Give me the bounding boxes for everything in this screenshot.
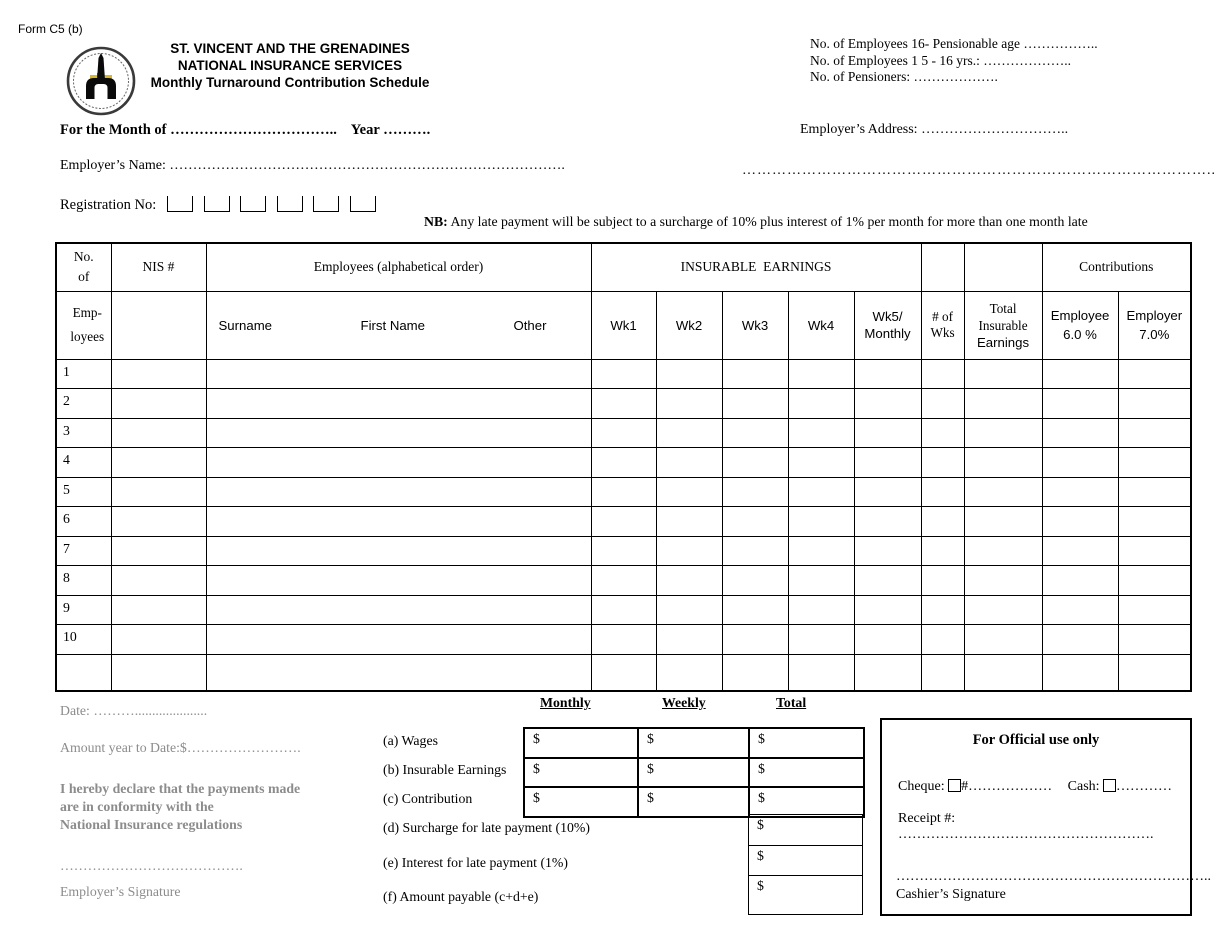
entry-cell[interactable] — [656, 448, 722, 478]
payment-method-row — [898, 779, 1190, 795]
registration-box[interactable] — [204, 196, 230, 212]
count-pensioners-field[interactable]: No. of Pensioners: ………………. — [810, 69, 998, 84]
entry-cell[interactable] — [788, 536, 854, 566]
entry-cell[interactable] — [591, 448, 656, 478]
registration-box[interactable] — [350, 196, 376, 212]
entry-cell[interactable] — [854, 566, 921, 596]
entry-cell[interactable] — [921, 389, 964, 419]
entry-cell[interactable] — [111, 536, 206, 566]
employer-name-field[interactable]: Employer’s Name: …………………………………………………………………………. — [60, 158, 565, 173]
entry-cell[interactable] — [1042, 448, 1118, 478]
count-15-16yrs-field[interactable]: No. of Employees 1 5 - 16 yrs.: ……………….. — [810, 52, 1071, 68]
col-header-wk5-monthly: Wk5/ Monthly — [854, 291, 921, 359]
entry-cell[interactable] — [1042, 536, 1118, 566]
col-header-wk1: Wk1 — [591, 291, 656, 359]
registration-box[interactable] — [313, 196, 339, 212]
entry-cell[interactable] — [1118, 654, 1191, 691]
entry-cell[interactable] — [1118, 477, 1191, 507]
entry-cell[interactable] — [1042, 418, 1118, 448]
entry-cell[interactable] — [788, 507, 854, 537]
summary-label-contribution: (c) Contribution — [383, 791, 473, 806]
summary-header-total: Total — [776, 695, 807, 710]
entry-cell[interactable] — [722, 418, 788, 448]
col-header-names — [206, 291, 591, 359]
entry-cell[interactable] — [1042, 566, 1118, 596]
entry-cell[interactable] — [722, 536, 788, 566]
entry-cell[interactable] — [111, 477, 206, 507]
row-number: 9 — [56, 595, 111, 625]
entry-cell[interactable] — [722, 477, 788, 507]
col-header-wk4: Wk4 — [788, 291, 854, 359]
entry-cell[interactable] — [591, 507, 656, 537]
entry-cell[interactable] — [788, 595, 854, 625]
amount-payable-total-cell[interactable]: $ — [748, 875, 863, 915]
count-pensionable-field[interactable]: No. of Employees 16- Pensionable age …………….. — [810, 36, 1098, 51]
entry-cell[interactable] — [656, 536, 722, 566]
entry-cell[interactable] — [854, 389, 921, 419]
entry-cell[interactable] — [722, 625, 788, 655]
entry-cell[interactable] — [1118, 507, 1191, 537]
entry-cell[interactable] — [921, 536, 964, 566]
row-number: 7 — [56, 536, 111, 566]
org-line-3: Monthly Turnaround Contribution Schedule — [150, 75, 430, 90]
entry-cell[interactable] — [921, 477, 964, 507]
employee-row — [56, 418, 1191, 448]
entry-cell[interactable] — [206, 477, 591, 507]
amount-year-to-date-field[interactable]: Amount year to Date:$……………………. — [60, 740, 301, 755]
entry-cell[interactable] — [1118, 595, 1191, 625]
wages-total-cell[interactable]: $ — [749, 728, 864, 758]
entry-cell[interactable] — [964, 359, 1042, 389]
org-line-1: ST. VINCENT AND THE GRENADINES — [170, 41, 410, 56]
entry-cell[interactable] — [656, 625, 722, 655]
employer-address-field[interactable]: Employer’s Address: ………………………….. — [800, 122, 1069, 137]
nb-prefix: NB: — [424, 214, 448, 229]
employer-signature-line[interactable]: …………………………………. — [60, 858, 243, 873]
summary-header-weekly: Weekly — [662, 695, 706, 710]
employee-counts — [810, 36, 1098, 86]
entry-cell[interactable] — [921, 595, 964, 625]
entry-cell[interactable] — [1042, 654, 1118, 691]
entry-cell[interactable] — [788, 448, 854, 478]
wages-monthly-cell[interactable]: $ — [524, 728, 638, 758]
col-header-other: Other — [513, 317, 547, 333]
col-header-total-insurable: Total Insurable Earnings — [964, 291, 1042, 359]
entry-cell[interactable] — [206, 359, 591, 389]
summary-header-monthly: Monthly — [540, 695, 591, 710]
entry-cell[interactable] — [788, 359, 854, 389]
entry-cell[interactable] — [788, 566, 854, 596]
entry-cell[interactable] — [206, 654, 591, 691]
entry-cell[interactable] — [854, 654, 921, 691]
entry-cell[interactable] — [1042, 477, 1118, 507]
row-number: 10 — [56, 625, 111, 655]
contribution-monthly-cell[interactable]: $ — [524, 787, 638, 817]
cash-label: Cash: — [1064, 779, 1104, 794]
employee-row — [56, 507, 1191, 537]
insurable-weekly-cell[interactable]: $ — [638, 758, 749, 788]
insurable-total-cell[interactable]: $ — [749, 758, 864, 788]
col-header-nis-blank — [111, 291, 206, 359]
late-payment-notice — [424, 214, 1088, 230]
entry-cell[interactable] — [964, 389, 1042, 419]
summary-label-interest: (e) Interest for late payment (1%) — [383, 855, 569, 870]
employee-row — [56, 625, 1191, 655]
nis-logo — [66, 46, 136, 116]
col-header-num-weeks: # of Wks — [921, 291, 964, 359]
official-use-box — [880, 718, 1211, 916]
entry-cell[interactable] — [206, 448, 591, 478]
entry-cell[interactable] — [591, 654, 656, 691]
entry-cell[interactable] — [206, 595, 591, 625]
official-use-title: For Official use only — [972, 732, 1100, 748]
entry-cell[interactable] — [591, 566, 656, 596]
entry-cell[interactable] — [921, 448, 964, 478]
entry-cell[interactable] — [591, 625, 656, 655]
col-header-wk3: Wk3 — [722, 291, 788, 359]
entry-cell[interactable] — [591, 418, 656, 448]
entry-cell[interactable] — [1042, 595, 1118, 625]
summary-total-column — [748, 815, 863, 915]
entry-cell[interactable] — [206, 566, 591, 596]
entry-cell[interactable] — [591, 595, 656, 625]
employee-row — [56, 448, 1191, 478]
col-header-first-name: First Name — [360, 317, 425, 333]
employee-row — [56, 536, 1191, 566]
nb-text: Any late payment will be subject to a surcharge of 10% plus interest of 1% per month for more than one month late — [447, 214, 1088, 229]
employer-address-line2-field[interactable]: ………………………………………………………………………………….. — [742, 163, 1216, 178]
entry-cell[interactable] — [656, 566, 722, 596]
entry-cell[interactable] — [656, 477, 722, 507]
entry-cell[interactable] — [656, 654, 722, 691]
entry-cell[interactable] — [111, 595, 206, 625]
registration-label: Registration No: — [60, 197, 157, 213]
entry-cell[interactable] — [921, 507, 964, 537]
entry-cell[interactable] — [206, 389, 591, 419]
registration-box[interactable] — [277, 196, 303, 212]
entry-cell[interactable] — [111, 507, 206, 537]
entry-cell[interactable] — [854, 359, 921, 389]
entry-cell[interactable] — [1118, 448, 1191, 478]
wages-weekly-cell[interactable]: $ — [638, 728, 749, 758]
entry-cell[interactable] — [964, 654, 1042, 691]
entry-cell[interactable] — [656, 595, 722, 625]
interest-total-cell[interactable]: $ — [748, 845, 863, 876]
cheque-number-field[interactable]: #……………… — [961, 779, 1053, 794]
row-number: 1 — [56, 359, 111, 389]
row-number: 8 — [56, 566, 111, 596]
entry-cell[interactable] — [854, 477, 921, 507]
entry-cell[interactable] — [964, 448, 1042, 478]
entry-cell[interactable] — [964, 566, 1042, 596]
entry-cell[interactable] — [788, 477, 854, 507]
entry-cell[interactable] — [1118, 389, 1191, 419]
registration-box[interactable] — [167, 196, 193, 212]
entry-cell[interactable] — [854, 507, 921, 537]
entry-cell[interactable] — [1118, 625, 1191, 655]
entry-cell[interactable] — [1042, 359, 1118, 389]
cash-checkbox[interactable] — [1103, 779, 1116, 792]
entry-cell[interactable] — [722, 389, 788, 419]
row-number: 2 — [56, 389, 111, 419]
col-header-blank-2 — [964, 243, 1042, 291]
row-number — [56, 654, 111, 691]
entry-cell[interactable] — [656, 359, 722, 389]
col-header-no-of: No. of — [56, 243, 111, 291]
entry-cell[interactable] — [964, 507, 1042, 537]
cheque-checkbox[interactable] — [948, 779, 961, 792]
entry-cell[interactable] — [1118, 536, 1191, 566]
entry-cell[interactable] — [111, 566, 206, 596]
employer-signature-label: Employer’s Signature — [60, 884, 181, 899]
summary-label-insurable-earnings: (b) Insurable Earnings — [383, 762, 507, 777]
col-header-employees: Employees (alphabetical order) — [206, 243, 591, 291]
entry-cell[interactable] — [854, 595, 921, 625]
cash-field[interactable]: ………… — [1116, 779, 1173, 794]
entry-cell[interactable] — [788, 418, 854, 448]
entry-cell[interactable] — [206, 625, 591, 655]
entry-cell[interactable] — [854, 625, 921, 655]
entry-cell[interactable] — [1118, 418, 1191, 448]
entry-cell[interactable] — [964, 625, 1042, 655]
entry-cell[interactable] — [111, 448, 206, 478]
date-field[interactable]: Date: ………..................... — [60, 703, 208, 718]
entry-cell[interactable] — [1042, 507, 1118, 537]
entry-cell[interactable] — [656, 507, 722, 537]
entry-cell[interactable] — [921, 654, 964, 691]
cashier-signature-line[interactable]: ………………………………………………………….. — [896, 869, 1211, 884]
entry-cell[interactable] — [921, 418, 964, 448]
entry-cell[interactable] — [921, 625, 964, 655]
declaration-text: I hereby declare that the payments made are in conformity with the National Insurance regulations — [60, 781, 301, 832]
col-header-employees-cont: Emp- loyees — [56, 291, 111, 359]
entry-cell[interactable] — [111, 359, 206, 389]
col-header-contributions: Contributions — [1042, 243, 1191, 291]
registration-box[interactable] — [240, 196, 266, 212]
entry-cell[interactable] — [1118, 566, 1191, 596]
col-header-blank-1 — [921, 243, 964, 291]
entry-cell[interactable] — [964, 595, 1042, 625]
col-header-nis: NIS # — [111, 243, 206, 291]
entry-cell[interactable] — [1042, 389, 1118, 419]
cheque-label: Cheque: — [898, 779, 949, 794]
employee-row — [56, 566, 1191, 596]
summary-amount-grid — [523, 727, 865, 818]
entry-cell[interactable] — [964, 477, 1042, 507]
entry-cell[interactable] — [722, 566, 788, 596]
registration-number-field — [60, 196, 376, 214]
row-number: 3 — [56, 418, 111, 448]
entry-cell[interactable] — [964, 418, 1042, 448]
entry-cell[interactable] — [964, 536, 1042, 566]
entry-cell[interactable] — [854, 418, 921, 448]
summary-label-amount-payable: (f) Amount payable (c+d+e) — [383, 889, 539, 904]
row-number: 6 — [56, 507, 111, 537]
row-number: 4 — [56, 448, 111, 478]
entry-cell[interactable] — [722, 654, 788, 691]
entry-cell[interactable] — [722, 448, 788, 478]
form-code: Form C5 (b) — [18, 22, 83, 36]
entry-cell[interactable] — [854, 536, 921, 566]
entry-cell[interactable] — [722, 507, 788, 537]
entry-cell[interactable] — [206, 507, 591, 537]
surcharge-total-cell[interactable]: $ — [748, 814, 863, 846]
receipt-number-field[interactable]: Receipt #: ………………………………………………. — [898, 811, 1154, 842]
entry-cell[interactable] — [656, 389, 722, 419]
summary-label-wages: (a) Wages — [383, 733, 438, 748]
col-header-wk2: Wk2 — [656, 291, 722, 359]
entry-cell[interactable] — [1042, 625, 1118, 655]
insurable-monthly-cell[interactable]: $ — [524, 758, 638, 788]
col-header-insurable-earnings: INSURABLE EARNINGS — [591, 243, 921, 291]
table-header-row-1 — [56, 243, 1191, 291]
entry-cell[interactable] — [111, 389, 206, 419]
employee-row — [56, 654, 1191, 691]
entry-cell[interactable] — [591, 359, 656, 389]
employee-row — [56, 389, 1191, 419]
entry-cell[interactable] — [206, 536, 591, 566]
entry-cell[interactable] — [921, 359, 964, 389]
col-header-surname: Surname — [218, 317, 273, 333]
org-line-2: NATIONAL INSURANCE SERVICES — [177, 58, 403, 73]
employee-row — [56, 595, 1191, 625]
organization-title — [130, 40, 450, 91]
employee-row — [56, 477, 1191, 507]
entry-cell[interactable] — [111, 625, 206, 655]
col-header-employer-rate: Employer 7.0% — [1118, 291, 1191, 359]
entry-cell[interactable] — [788, 389, 854, 419]
entry-cell[interactable] — [722, 595, 788, 625]
entry-cell[interactable] — [111, 418, 206, 448]
col-header-employee-rate: Employee 6.0 % — [1042, 291, 1118, 359]
entry-cell[interactable] — [591, 536, 656, 566]
month-year-field[interactable]: For the Month of …………………………….. Year ………. — [60, 122, 431, 138]
entry-cell[interactable] — [854, 448, 921, 478]
contribution-weekly-cell[interactable]: $ — [638, 787, 749, 817]
entry-cell[interactable] — [921, 566, 964, 596]
entry-cell[interactable] — [722, 359, 788, 389]
entry-cell[interactable] — [656, 418, 722, 448]
contribution-table — [55, 242, 1192, 692]
entry-cell[interactable] — [206, 418, 591, 448]
employee-table-body — [56, 359, 1191, 691]
entry-cell[interactable] — [1118, 359, 1191, 389]
entry-cell[interactable] — [788, 654, 854, 691]
employee-row — [56, 359, 1191, 389]
row-number: 5 — [56, 477, 111, 507]
entry-cell[interactable] — [111, 654, 206, 691]
summary-label-surcharge: (d) Surcharge for late payment (10%) — [383, 820, 591, 835]
entry-cell[interactable] — [591, 477, 656, 507]
entry-cell[interactable] — [591, 389, 656, 419]
cashier-signature-label: Cashier’s Signature — [896, 887, 1006, 902]
table-header-row-2 — [56, 291, 1191, 359]
entry-cell[interactable] — [788, 625, 854, 655]
contribution-total-cell[interactable]: $ — [749, 787, 864, 817]
